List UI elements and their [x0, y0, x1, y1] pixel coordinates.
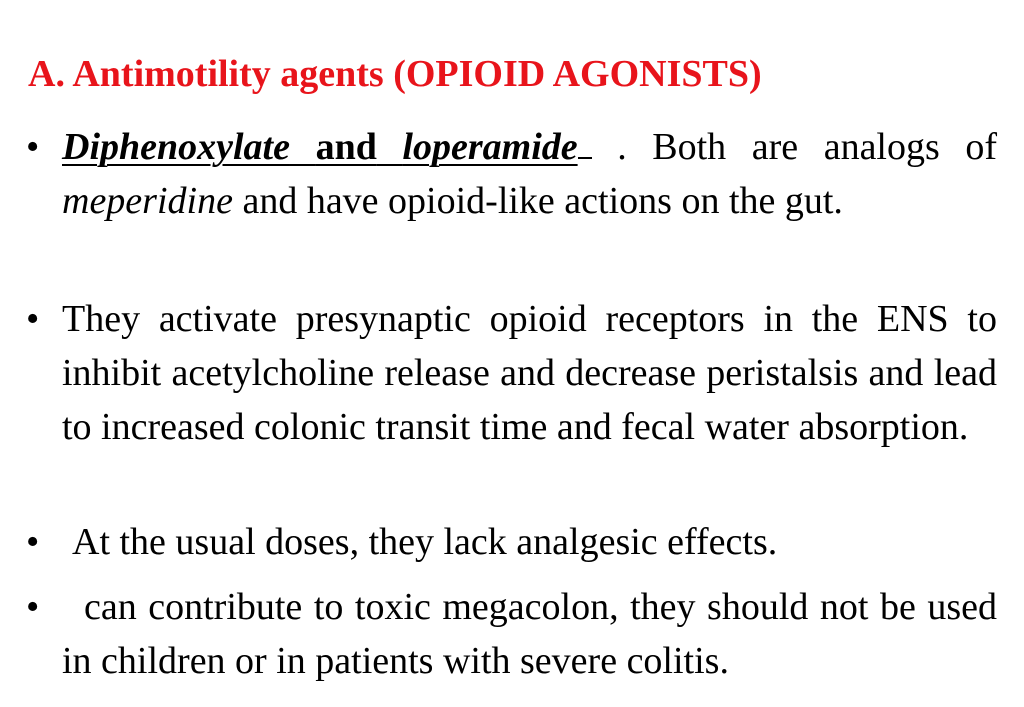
underline-tail	[578, 127, 592, 159]
conjunction-and: and	[315, 126, 377, 168]
drug-name-diphenoxylate: Diphenoxylate	[62, 126, 290, 168]
drug-names	[62, 126, 578, 168]
drug-name-meperidine: meperidine	[62, 180, 233, 222]
bullet-text: At the usual doses, they lack analgesic effects.	[72, 521, 778, 563]
underlined-space	[290, 126, 316, 168]
bullet-text	[62, 120, 997, 228]
bullet-marker: •	[26, 126, 40, 168]
text-run: . Both are analogs of	[591, 126, 998, 168]
bullet-marker: •	[26, 586, 40, 628]
bullet-text: They activate presynaptic opioid receptors in the ENS to inhibit acetylcholine release and decrease peristalsis and lead to increased colonic transit time and fecal water absorption.	[62, 298, 997, 448]
underlined-space	[377, 126, 403, 168]
text-run: and have opioid-like actions on the gut.	[232, 180, 843, 222]
bullet-text: can contribute to toxic megacolon, they should not be used in children or in patients with severe colitis.	[62, 586, 997, 682]
bullet-marker: •	[26, 521, 40, 563]
slide-title: A. Antimotility agents (OPIOID AGONISTS)	[28, 53, 762, 95]
drug-name-loperamide: loperamide	[402, 126, 578, 168]
bullet-marker: •	[26, 298, 40, 340]
